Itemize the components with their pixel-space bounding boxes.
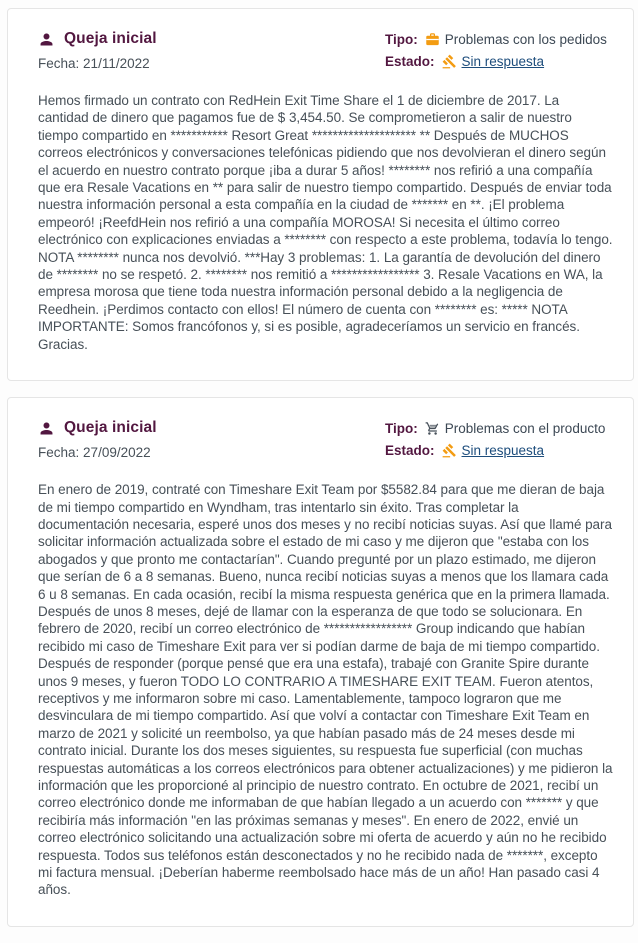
date-value: 27/09/2022 bbox=[83, 445, 151, 461]
type-label: Tipo: bbox=[385, 32, 418, 47]
complaint-card bbox=[7, 397, 634, 927]
person-icon bbox=[38, 420, 55, 437]
gavel-icon bbox=[442, 54, 457, 69]
date-label: Fecha: bbox=[38, 56, 80, 71]
status-link[interactable]: Sin respuesta bbox=[461, 443, 545, 459]
date-label: Fecha: bbox=[38, 445, 80, 461]
shopping-cart-icon bbox=[425, 421, 440, 436]
complaint-body: En enero de 2019, contraté con Timeshare Exit Team por $5582.84 para que me dieran de baja de mi tiempo compartido en Wyndham, tras intentarlo sin éxito. Tras completar la documentación necesaria, esperé unos dos meses y no recibí noticias suyas. Así que llamé para solicitar información actualizada sobre el estado de mi caso y me dijeron que "estaba con los abogados y que pronto me contactarían". Cuando pregunté por un plazo estimado, me dijeron que serían de 6 a 8 semanas. Bueno, nunca recibí noticias suyas a menos que los llamara cada 6 u 8 semanas. En cada ocasión, recibí la misma respuesta genérica que en la primera llamada. Después de unos 8 meses, dejé de llamar con la esperanza de que todo se solucionara. En febrero de 2020, recibí un correo electrónico de ***************** Group indicando que habían recibido mi caso de Timeshare Exit para ver si podían darme de baja de mi tiempo compartido. Después de responder (porque pensé que era una estafa), trabajé con Granite Spire durante unos 9 meses, y fueron TODO LO CONTRARIO A TIMESHARE EXIT TEAM. Fueron atentos, receptivos y me informaron sobre mi caso. Lamentablemente, tampoco lograron que me desvinculara de mi tiempo compartido. Así que volví a contactar con Timeshare Exit Team en marzo de 2021 y solicité un reembolso, ya que habían pasado más de 24 meses desde mi contrato inicial. Durante los dos meses siguientes, su respuesta fue superficial (con muchas respuestas automáticas a los correos electrónicos para obtener actualizaciones) y me pidieron la información que les proporcioné al principio de nuestro contrato. En octubre de 2021, recibí un correo electrónico donde me informaban de que habían llegado a un acuerdo con ******* y que recibiría más información "en las próximas semanas y meses". En enero de 2022, envié un correo electrónico solicitando una actualización sobre mi oferta de acuerdo y aún no he recibido respuesta. Todos sus teléfonos están desconectados y no he recibido nada de *******, excepto mi factura mensual. ¡Deberían haberme reembolsado hace más de un año! Han pasado casi 4 años. bbox=[38, 482, 613, 898]
type-label: Tipo: bbox=[385, 421, 418, 437]
status-label: Estado: bbox=[385, 54, 435, 69]
status-row bbox=[385, 443, 621, 458]
complaint-body: Hemos firmado un contrato con RedHein Exit Time Share el 1 de diciembre de 2017. La cantidad de dinero que pagamos fue de $ 3,454.50. Se comprometieron a salir de nuestro tiempo compartido en *********** Resort Great ******************** ** Después de MUCHOS correos electrónicos y conversaciones telefónicas pidiendo que nos devolvieran el dinero según el acuerdo en nuestro contrato porque ¡iba a durar 5 años! ******** nos refirió a una compañía que era Resale Vacations en ** para salir de nuestro tiempo compartido. Después de enviar toda nuestra información personal a esta compañía en la ciudad de ******* en **. ¡El problema empeoró! ¡ReefdHein nos refirió a una compañía MOROSA! Si necesita el último correo electrónico con explicaciones enviadas a ******** con respecto a este problema, todavía lo tengo. NOTA ******** nunca nos devolvió. ***Hay 3 problemas: 1. La garantía de devolución del dinero de ******** no se respetó. 2. ******** nos remitió a ***************** 3. Resale Vacations en WA, la empresa morosa que tiene toda nuestra información personal debido a la negligencia de Reedhein. ¡Perdimos contacto con ellos! El número de cuenta con ******** es: ***** NOTA IMPORTANTE: Somos francófonos y, si es posible, agradeceríamos un servicio en francés. Gracias. bbox=[38, 93, 613, 352]
complaint-header bbox=[38, 419, 621, 460]
gavel-icon bbox=[442, 443, 457, 458]
status-row bbox=[385, 54, 621, 69]
type-row bbox=[385, 421, 621, 436]
date-value: 21/11/2022 bbox=[83, 56, 150, 71]
complaint-title: Queja inicial bbox=[64, 30, 157, 47]
complaint-card bbox=[7, 8, 634, 381]
complaint-header bbox=[38, 30, 621, 71]
status-link[interactable]: Sin respuesta bbox=[461, 54, 545, 69]
complaint-date bbox=[38, 445, 157, 460]
complaint-date bbox=[38, 56, 157, 71]
type-value: Problemas con los pedidos bbox=[444, 32, 607, 47]
status-label: Estado: bbox=[385, 443, 435, 459]
type-row bbox=[385, 32, 621, 47]
type-value: Problemas con el producto bbox=[444, 421, 606, 437]
person-icon bbox=[38, 31, 55, 48]
complaint-title: Queja inicial bbox=[64, 419, 157, 437]
briefcase-icon bbox=[425, 32, 440, 47]
